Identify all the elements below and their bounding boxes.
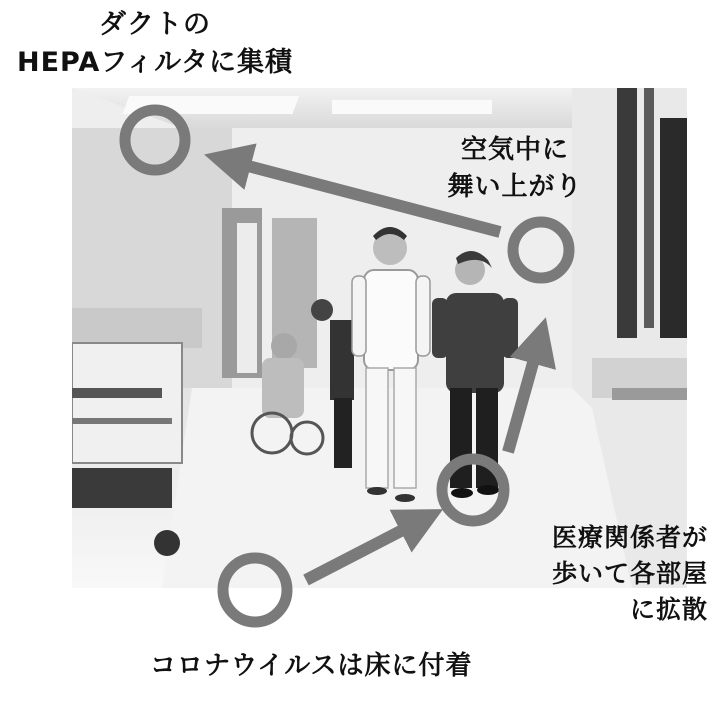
label-floor-contamination: コロナウイルスは床に付着 [150,651,473,681]
label-staff-line-1: 医療関係者が [551,523,708,552]
label-airborne [430,132,600,206]
label-staff-line-2: 歩いて各部屋 [551,559,708,588]
floor-contamination-marker [223,558,287,622]
label-air-line-2: 舞い上がり [447,172,583,202]
label-staff-spread [508,520,708,628]
arrow-feet-to-air [508,338,540,452]
label-duct-line-2: HEPAフィルタに集積 [16,47,293,78]
label-staff-line-3: に拡散 [629,595,708,624]
label-duct-hepa [0,6,310,82]
label-duct-line-1: ダクトの [99,9,211,40]
duct-filter-marker [125,110,185,170]
airborne-marker [513,222,569,278]
arrow-floor-to-feet [306,519,424,580]
label-air-line-1: 空気中に [460,135,569,165]
shoe-contact-marker [442,459,504,521]
